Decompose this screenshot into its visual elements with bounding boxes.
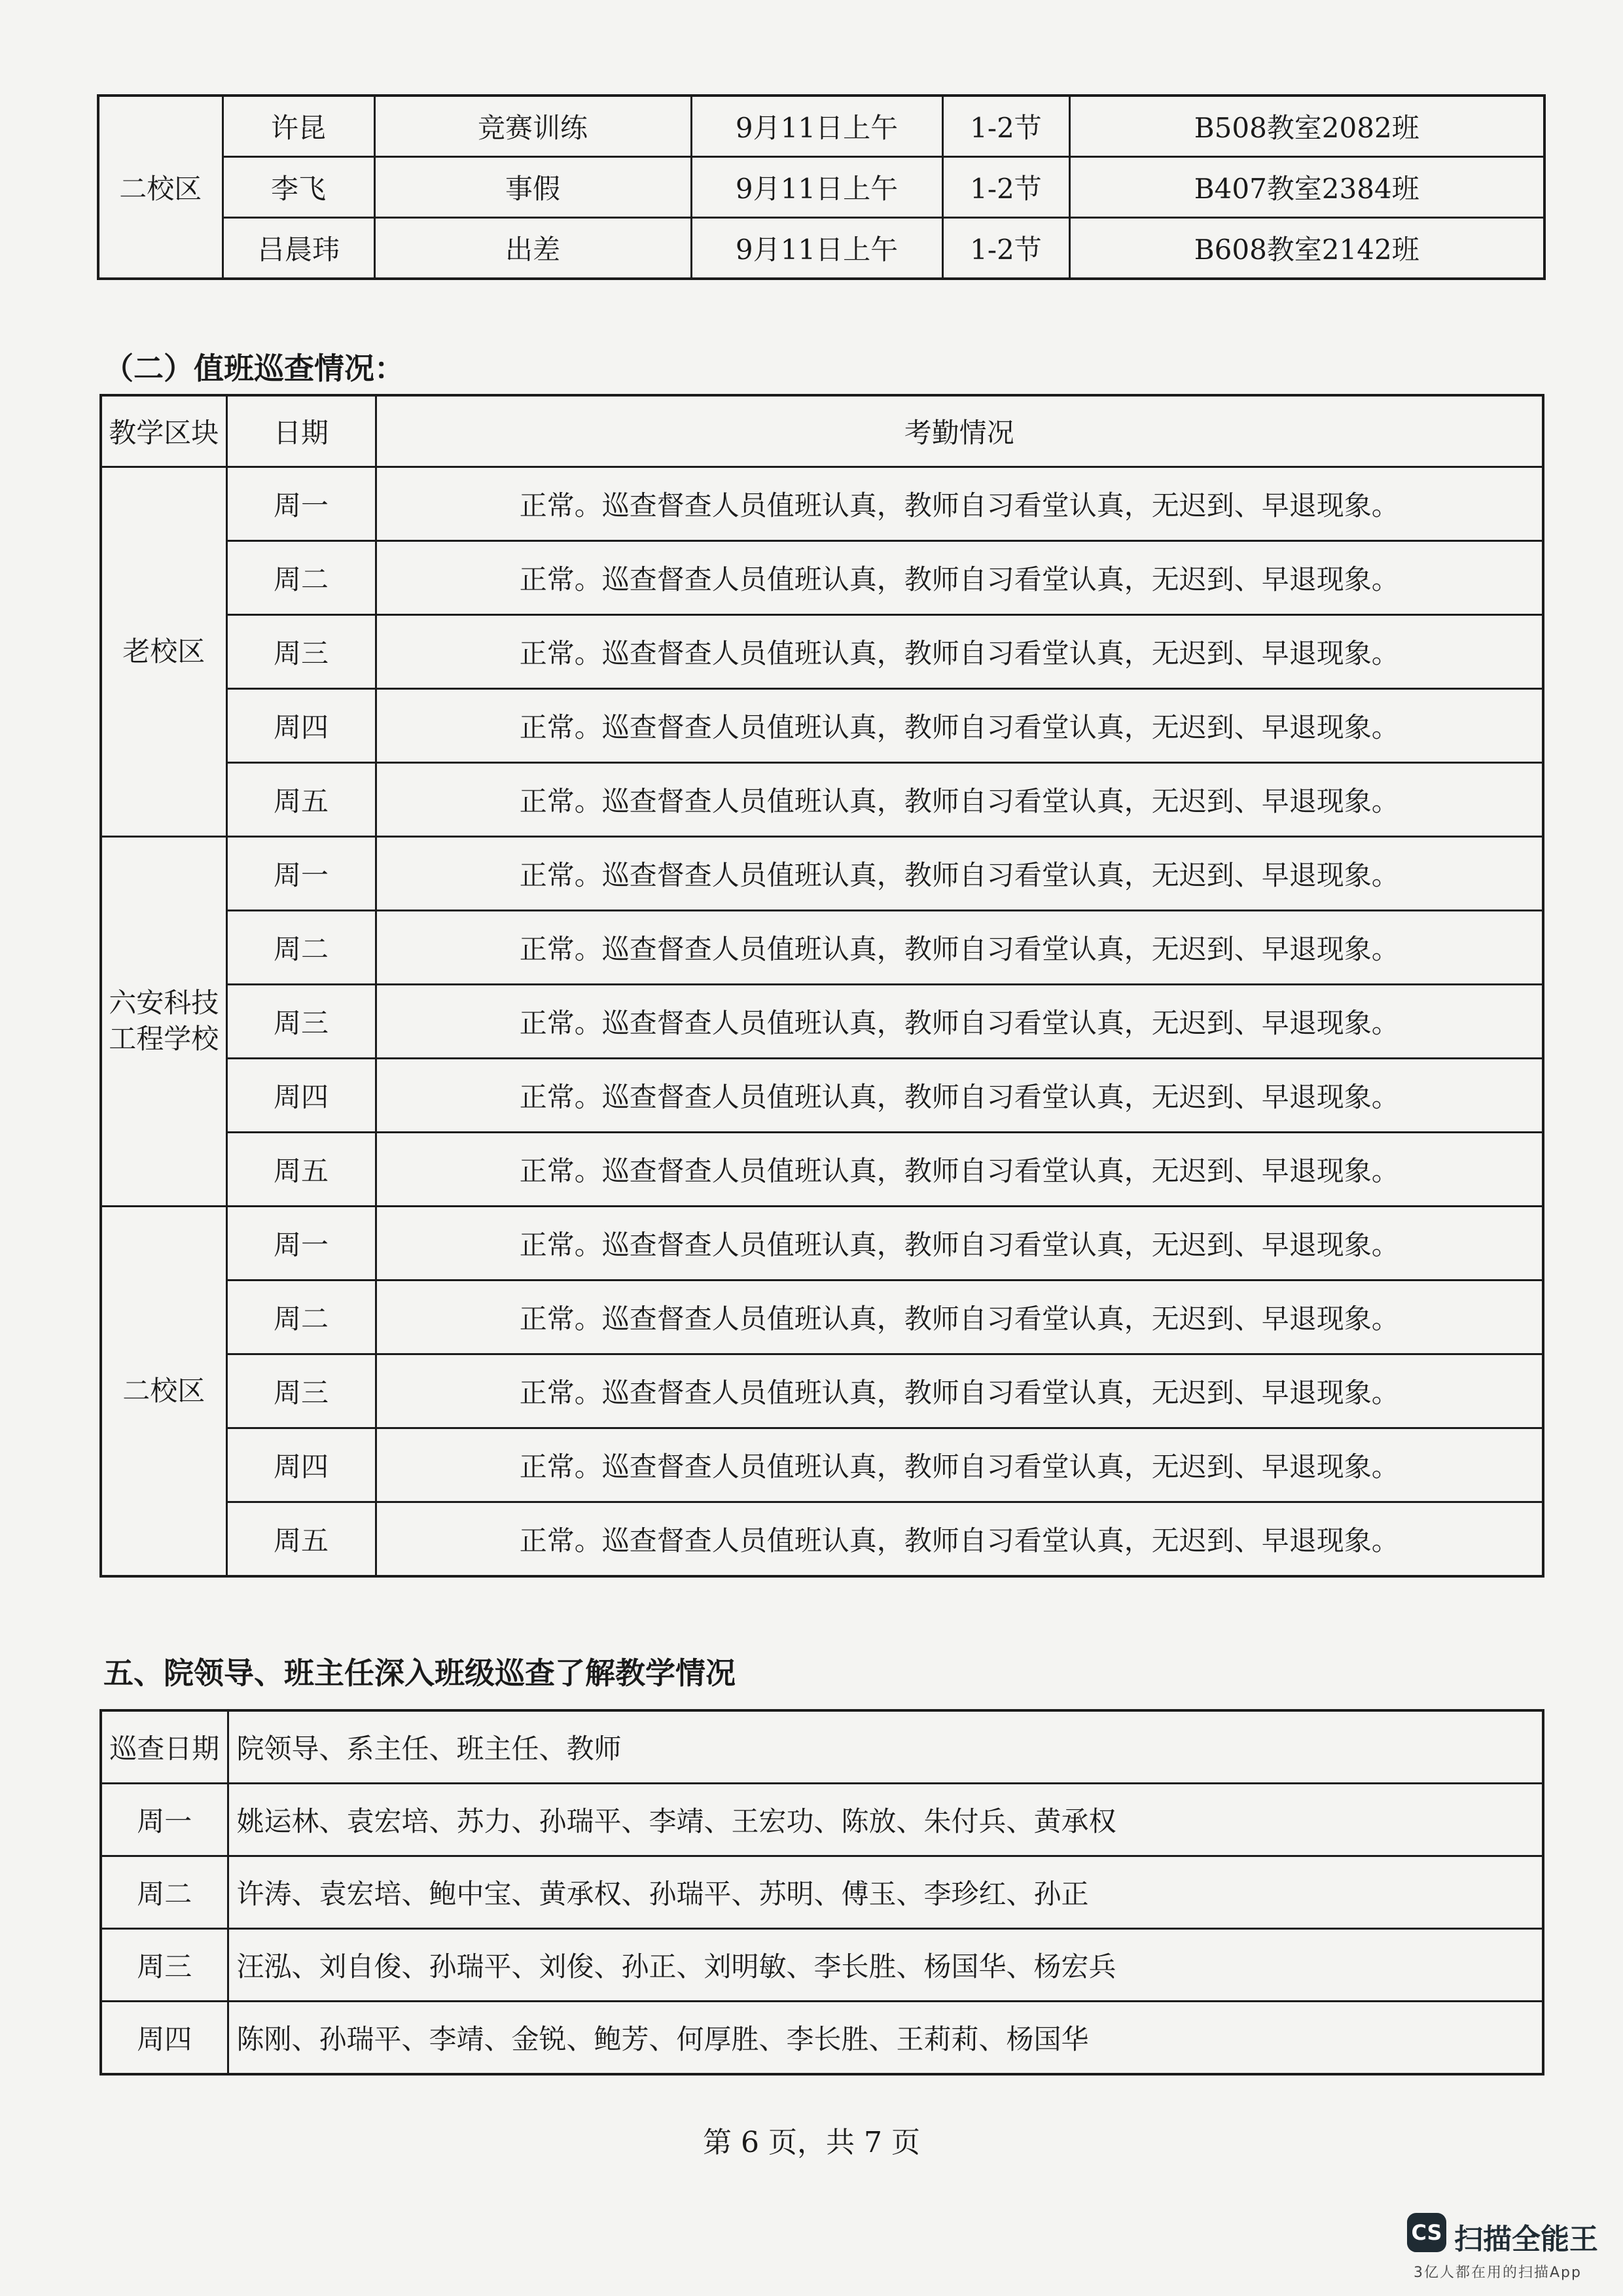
day-cell: 周二 [226, 541, 376, 615]
status-cell: 正常。巡查督查人员值班认真，教师自习看堂认真，无迟到、早退现象。 [376, 1428, 1543, 1502]
status-cell: 正常。巡查督查人员值班认真，教师自习看堂认真，无迟到、早退现象。 [376, 541, 1543, 615]
table-row [101, 1502, 1543, 1577]
table-row [98, 157, 1544, 218]
visit-section-heading: 五、院领导、班主任深入班级巡查了解教学情况 [103, 1655, 736, 1691]
header-area: 教学区块 [101, 395, 226, 467]
table-row [101, 689, 1543, 763]
day-cell: 周四 [226, 1428, 376, 1502]
table-row [101, 1354, 1543, 1428]
status-cell: 正常。巡查督查人员值班认真，教师自习看堂认真，无迟到、早退现象。 [376, 1354, 1543, 1428]
leave-reason: 竞赛训练 [374, 96, 691, 157]
leave-location: B508教室2082班 [1069, 96, 1544, 157]
leave-period: 1-2节 [942, 96, 1069, 157]
campus-cell: 二校区 [98, 96, 223, 279]
table-row [101, 911, 1543, 985]
table-row [101, 1784, 1543, 1856]
visit-people: 陈刚、孙瑞平、李靖、金锐、鲍芳、何厚胜、李长胜、王莉莉、杨国华 [228, 2002, 1543, 2075]
area-cell [101, 837, 226, 1207]
day-cell: 周四 [226, 1059, 376, 1133]
header-visit-date: 巡查日期 [101, 1710, 228, 1784]
day-cell: 周三 [226, 985, 376, 1059]
status-cell: 正常。巡查督查人员值班认真，教师自习看堂认真，无迟到、早退现象。 [376, 1059, 1543, 1133]
visit-people: 姚运林、袁宏培、苏力、孙瑞平、李靖、王宏功、陈放、朱付兵、黄承权 [228, 1784, 1543, 1856]
status-cell: 正常。巡查督查人员值班认真，教师自习看堂认真，无迟到、早退现象。 [376, 763, 1543, 837]
status-cell: 正常。巡查督查人员值班认真，教师自习看堂认真，无迟到、早退现象。 [376, 689, 1543, 763]
leave-date: 9月11日上午 [691, 157, 942, 218]
status-cell: 正常。巡查督查人员值班认真，教师自习看堂认真，无迟到、早退现象。 [376, 1280, 1543, 1354]
area-cell: 老校区 [101, 467, 226, 837]
visit-day: 周三 [101, 1929, 228, 2002]
teacher-name: 李飞 [223, 157, 374, 218]
table-row [101, 1207, 1543, 1280]
visit-people: 许涛、袁宏培、鲍中宝、黄承权、孙瑞平、苏明、傅玉、李珍红、孙正 [228, 1856, 1543, 1929]
table-row [101, 1280, 1543, 1354]
header-date: 日期 [226, 395, 376, 467]
status-cell: 正常。巡查督查人员值班认真，教师自习看堂认真，无迟到、早退现象。 [376, 1207, 1543, 1280]
table-row [98, 96, 1544, 157]
leave-location: B407教室2384班 [1069, 157, 1544, 218]
visit-day: 周二 [101, 1856, 228, 1929]
day-cell: 周一 [226, 467, 376, 541]
day-cell: 周四 [226, 689, 376, 763]
status-cell: 正常。巡查督查人员值班认真，教师自习看堂认真，无迟到、早退现象。 [376, 615, 1543, 689]
header-status: 考勤情况 [376, 395, 1543, 467]
leave-reason: 出差 [374, 218, 691, 279]
leave-table [97, 94, 1546, 280]
table-row [101, 1856, 1543, 1929]
table-row [101, 541, 1543, 615]
leave-period: 1-2节 [942, 218, 1069, 279]
day-cell: 周三 [226, 1354, 376, 1428]
area-name-line2: 工程学校 [109, 1023, 219, 1055]
duty-section-heading: （二）值班巡查情况： [103, 351, 404, 386]
visit-table [99, 1709, 1544, 2075]
status-cell: 正常。巡查督查人员值班认真，教师自习看堂认真，无迟到、早退现象。 [376, 985, 1543, 1059]
scanner-tagline: 3亿人都在用的扫描App [1414, 2265, 1582, 2281]
status-cell: 正常。巡查督查人员值班认真，教师自习看堂认真，无迟到、早退现象。 [376, 1502, 1543, 1577]
scanner-watermark [1407, 2213, 1603, 2285]
status-cell: 正常。巡查督查人员值班认真，教师自习看堂认真，无迟到、早退现象。 [376, 911, 1543, 985]
table-row [101, 985, 1543, 1059]
table-row [101, 615, 1543, 689]
table-row [98, 218, 1544, 279]
teacher-name: 许昆 [223, 96, 374, 157]
day-cell: 周五 [226, 1502, 376, 1577]
table-row [101, 2002, 1543, 2075]
teacher-name: 吕晨玮 [223, 218, 374, 279]
table-row [101, 1059, 1543, 1133]
status-cell: 正常。巡查督查人员值班认真，教师自习看堂认真，无迟到、早退现象。 [376, 837, 1543, 911]
table-row [101, 763, 1543, 837]
visit-day: 周一 [101, 1784, 228, 1856]
table-row [101, 1428, 1543, 1502]
leave-date: 9月11日上午 [691, 96, 942, 157]
page-number: 第 6 页，共 7 页 [703, 2126, 920, 2159]
day-cell: 周三 [226, 615, 376, 689]
camscanner-logo-icon: CS [1407, 2213, 1446, 2252]
table-row [101, 837, 1543, 911]
leave-reason: 事假 [374, 157, 691, 218]
day-cell: 周五 [226, 1133, 376, 1207]
area-name-line1: 六安科技 [109, 987, 219, 1019]
header-visit-people: 院领导、系主任、班主任、教师 [228, 1710, 1543, 1784]
duty-table [99, 394, 1544, 1578]
status-cell: 正常。巡查督查人员值班认真，教师自习看堂认真，无迟到、早退现象。 [376, 1133, 1543, 1207]
table-header-row [101, 395, 1543, 467]
leave-location: B608教室2142班 [1069, 218, 1544, 279]
table-row [101, 467, 1543, 541]
day-cell: 周五 [226, 763, 376, 837]
leave-date: 9月11日上午 [691, 218, 942, 279]
day-cell: 周一 [226, 837, 376, 911]
visit-day: 周四 [101, 2002, 228, 2075]
status-cell: 正常。巡查督查人员值班认真，教师自习看堂认真，无迟到、早退现象。 [376, 467, 1543, 541]
day-cell: 周二 [226, 911, 376, 985]
table-header-row [101, 1710, 1543, 1784]
leave-period: 1-2节 [942, 157, 1069, 218]
table-row [101, 1133, 1543, 1207]
scanner-app-name: 扫描全能王 [1454, 2223, 1598, 2256]
day-cell: 周一 [226, 1207, 376, 1280]
area-cell: 二校区 [101, 1207, 226, 1577]
table-row [101, 1929, 1543, 2002]
day-cell: 周二 [226, 1280, 376, 1354]
visit-people: 汪泓、刘自俊、孙瑞平、刘俊、孙正、刘明敏、李长胜、杨国华、杨宏兵 [228, 1929, 1543, 2002]
